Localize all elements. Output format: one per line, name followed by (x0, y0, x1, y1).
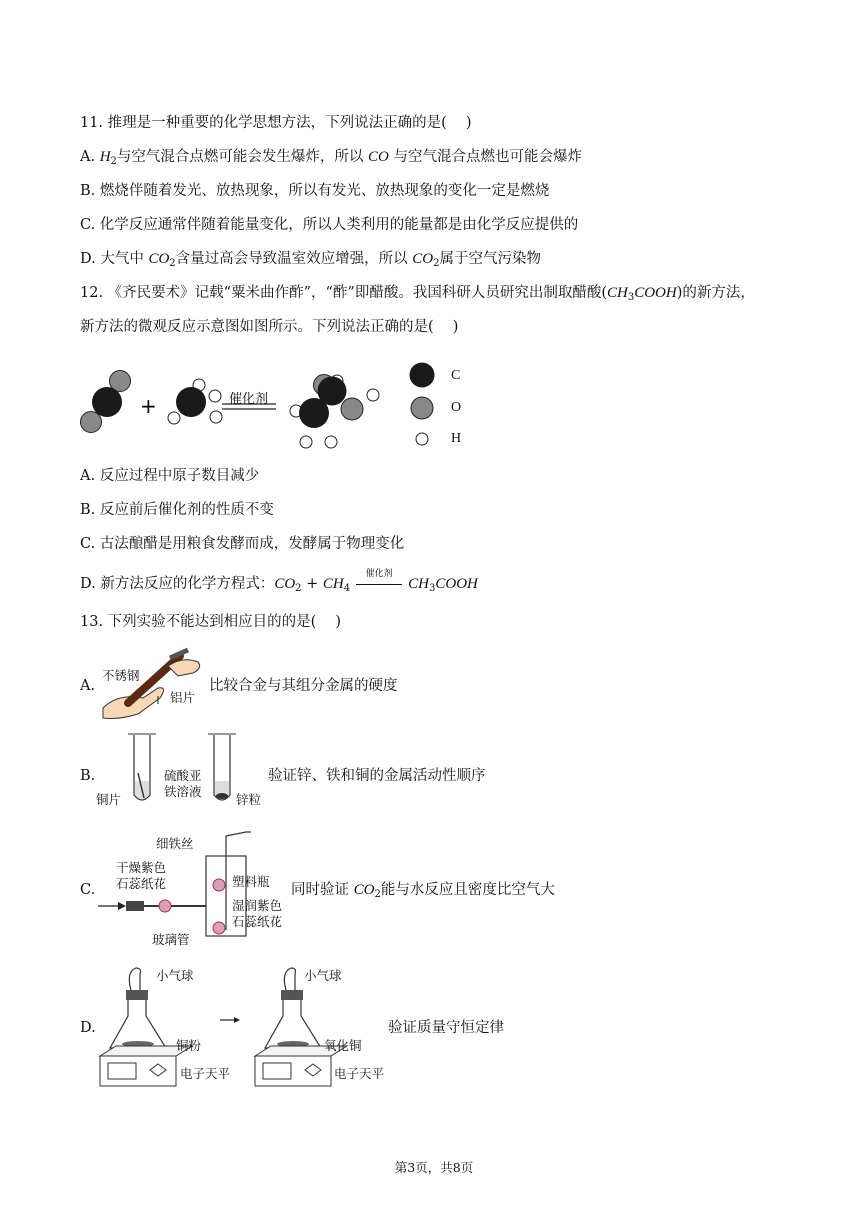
q13-stem: 13. 下列实验不能达到相应目的的是( ) (80, 614, 342, 630)
q12-option-c: C. 古法酿醋是用粮食发酵而成，发酵属于物理变化 (80, 536, 405, 552)
copper-sheet-label: 铜片 (96, 792, 122, 807)
stainless-steel-label: 不锈钢 (102, 668, 140, 683)
copper-powder-label: 铜粉 (176, 1038, 202, 1053)
c-atom (92, 387, 122, 417)
q13-option-b-text: 验证锌、铁和铜的金属活动性顺序 (268, 768, 486, 784)
ferrous-sulfate-label-1: 硫酸亚 (164, 768, 202, 783)
ferrous-sulfate-label-2: 铁溶液 (164, 784, 202, 799)
legend-o-atom (411, 397, 433, 419)
glass-tube-label: 玻璃管 (152, 932, 190, 947)
q11-option-a: A. $H_2$与空气混合点燃可能会发生爆炸，所以 CO 与空气混合点燃也可能会爆炸 (80, 149, 582, 167)
q13-option-c-text: 同时验证 $CO_2$能与水反应且密度比空气大 (291, 882, 555, 900)
q12-option-b: B. 反应前后催化剂的性质不变 (80, 502, 274, 518)
h-atom (209, 390, 221, 402)
dry-litmus-label-2: 石蕊纸花 (116, 876, 167, 891)
c-atom (176, 387, 206, 417)
c-atom (299, 398, 329, 428)
legend-o-label: O (451, 400, 462, 415)
q11-option-d: D. 大气中 $CO_2$含量过高会导致温室效应增强，所以 $CO_2$属于空气污染物 (80, 251, 541, 269)
q13-option-a-label: A. (80, 678, 96, 694)
q11-option-b: B. 燃烧伴随着发光、放热现象，所以有发光、放热现象的变化一定是燃烧 (80, 183, 550, 199)
scratch-test-illustration (98, 648, 208, 723)
q11-option-c: C. 化学反应通常伴随着能量变化，所以人类利用的能量都是由化学反应提供的 (80, 217, 579, 233)
q13-option-d-text: 验证质量守恒定律 (388, 1020, 504, 1036)
iron-wire-label: 细铁丝 (156, 836, 194, 851)
catalyst-label: 催化剂 (229, 392, 269, 407)
dry-litmus-label-1: 干燥紫色 (116, 860, 167, 875)
zinc-granules-label: 锌粒 (236, 792, 262, 807)
legend-h-label: H (451, 431, 462, 446)
h-atom (300, 436, 312, 448)
q13-option-a-text: 比较合金与其组分金属的硬度 (209, 678, 398, 694)
equation-arrow: 催化剂 (356, 574, 402, 594)
legend-c-label: C (451, 368, 461, 383)
q13-option-d-label: D. (80, 1020, 96, 1036)
balloon-label-left: 小气球 (156, 968, 194, 983)
o-atom (341, 398, 363, 420)
balance-label-right: 电子天平 (334, 1066, 385, 1081)
q11-stem: 11. 推理是一种重要的化学思想方法，下列说法正确的是( ) (80, 115, 472, 131)
q13-option-c-label: C. (80, 882, 96, 898)
legend-c-atom (410, 363, 435, 388)
h-atom (210, 411, 222, 423)
wet-litmus-label-1: 湿润紫色 (232, 898, 283, 913)
q12-stem-line2: 新方法的微观反应示意图如图所示。下列说法正确的是( ) (80, 319, 459, 335)
wet-litmus-label-2: 石蕊纸花 (232, 914, 283, 929)
h-atom (325, 436, 337, 448)
q12-option-a: A. 反应过程中原子数目减少 (80, 468, 260, 484)
q12-stem-line1: 12. 《齐民要术》记载“粟米曲作酢”，“酢”即醋酸。我国科研人员研究出制取醋酸$(CH_3COOH)$的新方法， (80, 285, 755, 303)
q13-option-b-label: B. (80, 768, 96, 784)
h-atom (168, 412, 180, 424)
legend-h-atom (416, 433, 428, 445)
h-atom (367, 389, 379, 401)
balance-label-left: 电子天平 (180, 1066, 231, 1081)
plastic-bottle-label: 塑料瓶 (232, 874, 270, 889)
copper-oxide-label: 氧化铜 (324, 1038, 362, 1053)
o-atom (81, 412, 102, 433)
balloon-label-right: 小气球 (304, 968, 342, 983)
plus-sign: + (140, 394, 157, 418)
reaction-diagram (70, 362, 470, 452)
page-footer: 第3页，共8页 (394, 1160, 474, 1175)
aluminum-sheet-label: 铝片 (170, 690, 196, 705)
q12-option-d: D. 新方法反应的化学方程式：$CO_2 + CH_4$ 催化剂 $CH_3COOH$ (80, 569, 478, 594)
